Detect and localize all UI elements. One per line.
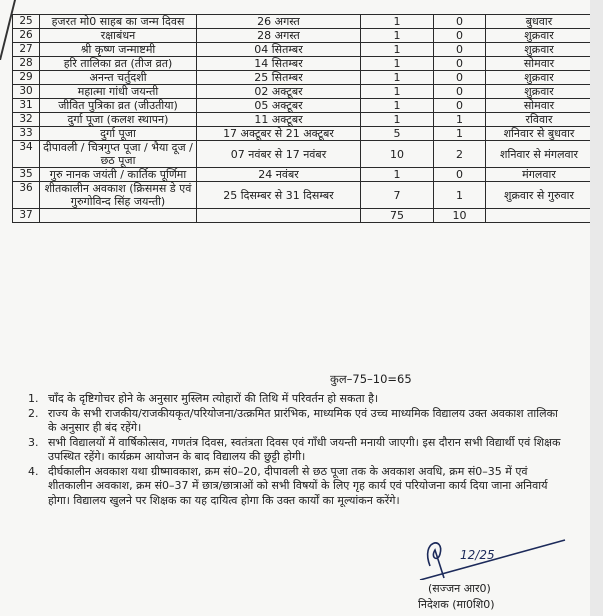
serial-number-cell: 33 bbox=[13, 127, 40, 141]
weekday-cell: शुक्रवार bbox=[486, 85, 593, 99]
serial-number-cell: 28 bbox=[13, 57, 40, 71]
days-count-cell: 5 bbox=[361, 127, 434, 141]
weekday-cell: मंगलवार bbox=[486, 168, 593, 182]
sunday-count-cell: 0 bbox=[434, 85, 486, 99]
sunday-count-cell: 2 bbox=[434, 141, 486, 168]
date-cell: 25 सितम्बर bbox=[197, 71, 361, 85]
signatory-title: निदेशक (मा0शि0) bbox=[418, 598, 495, 611]
days-count-cell: 1 bbox=[361, 168, 434, 182]
serial-number-cell: 35 bbox=[13, 168, 40, 182]
holiday-name-cell: हरि तालिका व्रत (तीज व्रत) bbox=[40, 57, 197, 71]
total-working-days-note: कुल–75–10=65 bbox=[330, 372, 412, 386]
date-cell: 26 अगस्त bbox=[197, 15, 361, 29]
holiday-name-cell: हजरत मो0 साहब का जन्म दिवस bbox=[40, 15, 197, 29]
table-row bbox=[13, 209, 593, 223]
serial-number-cell: 36 bbox=[13, 182, 40, 209]
serial-number-cell: 37 bbox=[13, 209, 40, 223]
note-item: 1. चाँद के दृष्टिगोचर होने के अनुसार मुस्लिम त्योहारों की तिथि में परिवर्तन हो सकता है। bbox=[42, 392, 567, 407]
serial-number-cell: 27 bbox=[13, 43, 40, 57]
days-count-cell: 75 bbox=[361, 209, 434, 223]
scan-margin bbox=[590, 0, 603, 616]
holiday-name-cell: जीवित पुत्रिका व्रत (जीउतीया) bbox=[40, 99, 197, 113]
date-cell: 02 अक्टूबर bbox=[197, 85, 361, 99]
table-row bbox=[13, 15, 593, 29]
sunday-count-cell: 0 bbox=[434, 168, 486, 182]
days-count-cell: 1 bbox=[361, 57, 434, 71]
sunday-count-cell: 10 bbox=[434, 209, 486, 223]
days-count-cell: 1 bbox=[361, 113, 434, 127]
serial-number-cell: 26 bbox=[13, 29, 40, 43]
sunday-count-cell: 1 bbox=[434, 182, 486, 209]
days-count-cell: 1 bbox=[361, 29, 434, 43]
sunday-count-cell: 0 bbox=[434, 29, 486, 43]
handwritten-date: 12/25 bbox=[460, 548, 495, 562]
days-count-cell: 10 bbox=[361, 141, 434, 168]
serial-number-cell: 32 bbox=[13, 113, 40, 127]
serial-number-cell: 31 bbox=[13, 99, 40, 113]
weekday-cell: शुक्रवार bbox=[486, 43, 593, 57]
weekday-cell: शुक्रवार bbox=[486, 71, 593, 85]
weekday-cell: शनिवार से बुधवार bbox=[486, 127, 593, 141]
serial-number-cell: 29 bbox=[13, 71, 40, 85]
holiday-name-cell: दीपावली / चित्रगुप्त पूजा / भैया दूज / छठ पूजा bbox=[40, 141, 197, 168]
sunday-count-cell: 1 bbox=[434, 127, 486, 141]
table-row bbox=[13, 43, 593, 57]
holiday-name-cell: दुर्गा पूजा bbox=[40, 127, 197, 141]
weekday-cell: शुक्रवार bbox=[486, 29, 593, 43]
table-row bbox=[13, 29, 593, 43]
date-cell: 17 अक्टूबर से 21 अक्टूबर bbox=[197, 127, 361, 141]
holiday-table bbox=[12, 14, 593, 223]
serial-number-cell: 34 bbox=[13, 141, 40, 168]
table-row bbox=[13, 168, 593, 182]
days-count-cell: 1 bbox=[361, 71, 434, 85]
holiday-name-cell: गुरु नानक जयंती / कार्तिक पूर्णिमा bbox=[40, 168, 197, 182]
table-row bbox=[13, 85, 593, 99]
serial-number-cell: 30 bbox=[13, 85, 40, 99]
holiday-name-cell: अनन्त चर्तुदशी bbox=[40, 71, 197, 85]
sunday-count-cell: 0 bbox=[434, 71, 486, 85]
weekday-cell: बुधवार bbox=[486, 15, 593, 29]
note-item: 3. सभी विद्यालयों में वार्षिकोत्सव, गणतंत्र दिवस, स्वतंत्रता दिवस एवं गाँधी जयन्ती मनायी जाएगी। इस दौरान सभी विद्यार्थी एवं शिक्षक उपस्थित रहेंगे। कार्यक्रम आयोजन के बाद विद्यालय की छुट्टी होगी। bbox=[42, 436, 567, 465]
table-row bbox=[13, 127, 593, 141]
date-cell: 05 अक्टूबर bbox=[197, 99, 361, 113]
date-cell: 24 नवंबर bbox=[197, 168, 361, 182]
holiday-name-cell bbox=[40, 209, 197, 223]
note-item: 4. दीर्घकालीन अवकाश यथा ग्रीष्मावकाश, क्रम सं0–20, दीपावली से छठ पूजा तक के अवकाश अवधि, क्रम सं0–35 में एवं शीतकालीन अवकाश, क्रम सं0–37 में छात्र/छात्राओं को सभी विषयों के लिए गृह कार्य एवं परियोजना कार्य दिया जाना अनिवार्य होगा। विद्यालय खुलने पर शिक्षक का यह दायित्व होगा कि उक्त कार्यों का मूल्यांकन करेंगे। bbox=[42, 465, 567, 509]
notes-list bbox=[28, 392, 567, 508]
table-row bbox=[13, 71, 593, 85]
holiday-name-cell: शीतकालीन अवकाश (क्रिसमस डे एवं गुरुगोविन्द सिंह जयन्ती) bbox=[40, 182, 197, 209]
note-item: 2. राज्य के सभी राजकीय/राजकीयकृत/परियोजना/उत्क्रमित प्रारंभिक, माध्यमिक एवं उच्च माध्यमिक विद्यालय उक्त अवकाश तालिका के अनुसार ही बंद रहेंगे। bbox=[42, 407, 567, 436]
days-count-cell: 7 bbox=[361, 182, 434, 209]
weekday-cell: सोमवार bbox=[486, 57, 593, 71]
days-count-cell: 1 bbox=[361, 15, 434, 29]
table-row bbox=[13, 57, 593, 71]
table-row bbox=[13, 99, 593, 113]
table-row bbox=[13, 141, 593, 168]
holiday-name-cell: महात्मा गांधी जयन्ती bbox=[40, 85, 197, 99]
date-cell: 28 अगस्त bbox=[197, 29, 361, 43]
date-cell: 25 दिसम्बर से 31 दिसम्बर bbox=[197, 182, 361, 209]
weekday-cell: शुक्रवार से गुरुवार bbox=[486, 182, 593, 209]
sunday-count-cell: 0 bbox=[434, 57, 486, 71]
sunday-count-cell: 0 bbox=[434, 15, 486, 29]
sunday-count-cell: 0 bbox=[434, 43, 486, 57]
days-count-cell: 1 bbox=[361, 85, 434, 99]
serial-number-cell: 25 bbox=[13, 15, 40, 29]
date-cell: 07 नवंबर से 17 नवंबर bbox=[197, 141, 361, 168]
holiday-name-cell: दुर्गा पूजा (कलश स्थापन) bbox=[40, 113, 197, 127]
date-cell bbox=[197, 209, 361, 223]
weekday-cell: रविवार bbox=[486, 113, 593, 127]
holiday-name-cell: रक्षाबंधन bbox=[40, 29, 197, 43]
weekday-cell bbox=[486, 209, 593, 223]
days-count-cell: 1 bbox=[361, 99, 434, 113]
date-cell: 04 सितम्बर bbox=[197, 43, 361, 57]
weekday-cell: शनिवार से मंगलवार bbox=[486, 141, 593, 168]
days-count-cell: 1 bbox=[361, 43, 434, 57]
table-row bbox=[13, 182, 593, 209]
date-cell: 14 सितम्बर bbox=[197, 57, 361, 71]
holiday-name-cell: श्री कृष्ण जन्माष्टमी bbox=[40, 43, 197, 57]
date-cell: 11 अक्टूबर bbox=[197, 113, 361, 127]
sunday-count-cell: 1 bbox=[434, 113, 486, 127]
sunday-count-cell: 0 bbox=[434, 99, 486, 113]
weekday-cell: सोमवार bbox=[486, 99, 593, 113]
signatory-name: (सज्जन आर0) bbox=[428, 582, 491, 595]
table-row bbox=[13, 113, 593, 127]
